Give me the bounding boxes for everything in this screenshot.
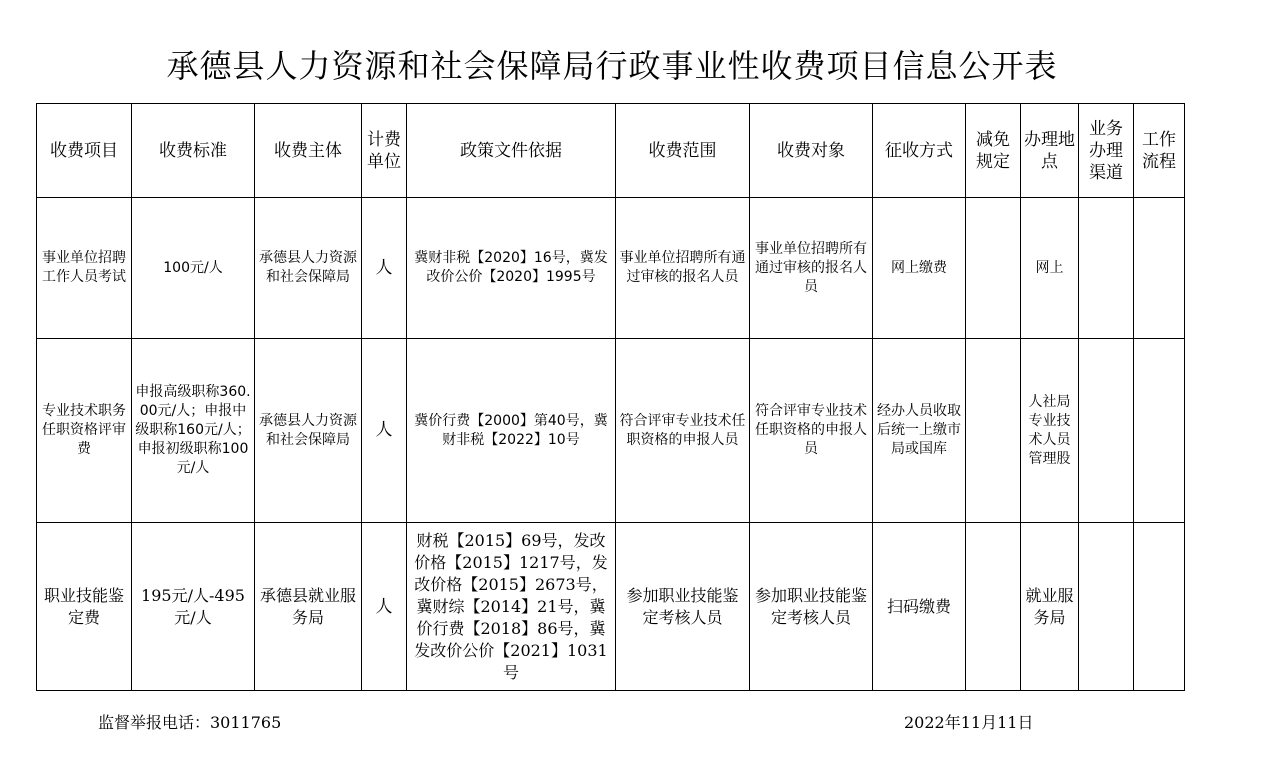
table-row	[37, 523, 1185, 691]
header-fee-target: 收费对象	[750, 104, 873, 198]
cell-fee-subject: 承德县人力资源和社会保障局	[255, 339, 362, 523]
cell-fee-target: 事业单位招聘所有通过审核的报名人员	[750, 198, 873, 339]
table-row	[37, 198, 1185, 339]
cell-business-channel	[1079, 198, 1134, 339]
cell-business-channel	[1079, 523, 1134, 691]
cell-fee-subject: 承德县就业服务局	[255, 523, 362, 691]
cell-fee-item: 职业技能鉴定费	[37, 523, 132, 691]
header-exemption-rules: 减免规定	[966, 104, 1021, 198]
cell-collection-method: 扫码缴费	[873, 523, 966, 691]
cell-exemption-rules	[966, 523, 1021, 691]
cell-fee-target: 符合评审专业技术任职资格的申报人员	[750, 339, 873, 523]
cell-exemption-rules	[966, 198, 1021, 339]
cell-billing-unit: 人	[362, 523, 407, 691]
cell-business-channel	[1079, 339, 1134, 523]
cell-billing-unit: 人	[362, 339, 407, 523]
cell-fee-standard: 100元/人	[132, 198, 255, 339]
cell-policy-basis: 财税【2015】69号，发改价格【2015】1217号，发改价格【2015】2673号，冀财综【2014】21号，冀价行费【2018】86号，冀发改价公价【2021】1031号	[407, 523, 616, 691]
cell-workflow	[1134, 523, 1185, 691]
cell-fee-item: 事业单位招聘工作人员考试	[37, 198, 132, 339]
cell-fee-subject: 承德县人力资源和社会保障局	[255, 198, 362, 339]
cell-fee-target: 参加职业技能鉴定考核人员	[750, 523, 873, 691]
cell-policy-basis: 冀价行费【2000】第40号，冀财非税【2022】10号	[407, 339, 616, 523]
cell-exemption-rules	[966, 339, 1021, 523]
header-billing-unit: 计费单位	[362, 104, 407, 198]
cell-handling-location: 就业服务局	[1021, 523, 1079, 691]
header-fee-scope: 收费范围	[616, 104, 750, 198]
header-handling-location: 办理地点	[1021, 104, 1079, 198]
cell-fee-scope: 参加职业技能鉴定考核人员	[616, 523, 750, 691]
header-policy-basis: 政策文件依据	[407, 104, 616, 198]
header-fee-subject: 收费主体	[255, 104, 362, 198]
cell-fee-item: 专业技术职务任职资格评审费	[37, 339, 132, 523]
header-fee-standard: 收费标准	[132, 104, 255, 198]
cell-billing-unit: 人	[362, 198, 407, 339]
cell-workflow	[1134, 198, 1185, 339]
header-fee-item: 收费项目	[37, 104, 132, 198]
supervision-hotline: 监督举报电话：3011765	[98, 713, 282, 732]
cell-fee-scope: 符合评审专业技术任职资格的申报人员	[616, 339, 750, 523]
page-title: 承德县人力资源和社会保障局行政事业性收费项目信息公开表	[166, 47, 1058, 85]
cell-handling-location: 网上	[1021, 198, 1079, 339]
cell-fee-scope: 事业单位招聘所有通过审核的报名人员	[616, 198, 750, 339]
cell-handling-location: 人社局专业技术人员管理股	[1021, 339, 1079, 523]
cell-collection-method: 经办人员收取后统一上缴市局或国库	[873, 339, 966, 523]
header-workflow: 工作流程	[1134, 104, 1185, 198]
cell-fee-standard: 申报高级职称360.00元/人；申报中级职称160元/人；申报初级职称100元/人	[132, 339, 255, 523]
cell-policy-basis: 冀财非税【2020】16号，冀发改价公价【2020】1995号	[407, 198, 616, 339]
fee-info-table	[36, 103, 1185, 691]
table-row	[37, 339, 1185, 523]
cell-collection-method: 网上缴费	[873, 198, 966, 339]
document-date: 2022年11月11日	[904, 713, 1034, 732]
header-business-channel: 业务办理渠道	[1079, 104, 1134, 198]
table-header-row	[37, 104, 1185, 198]
cell-fee-standard: 195元/人-495元/人	[132, 523, 255, 691]
header-collection-method: 征收方式	[873, 104, 966, 198]
cell-workflow	[1134, 339, 1185, 523]
